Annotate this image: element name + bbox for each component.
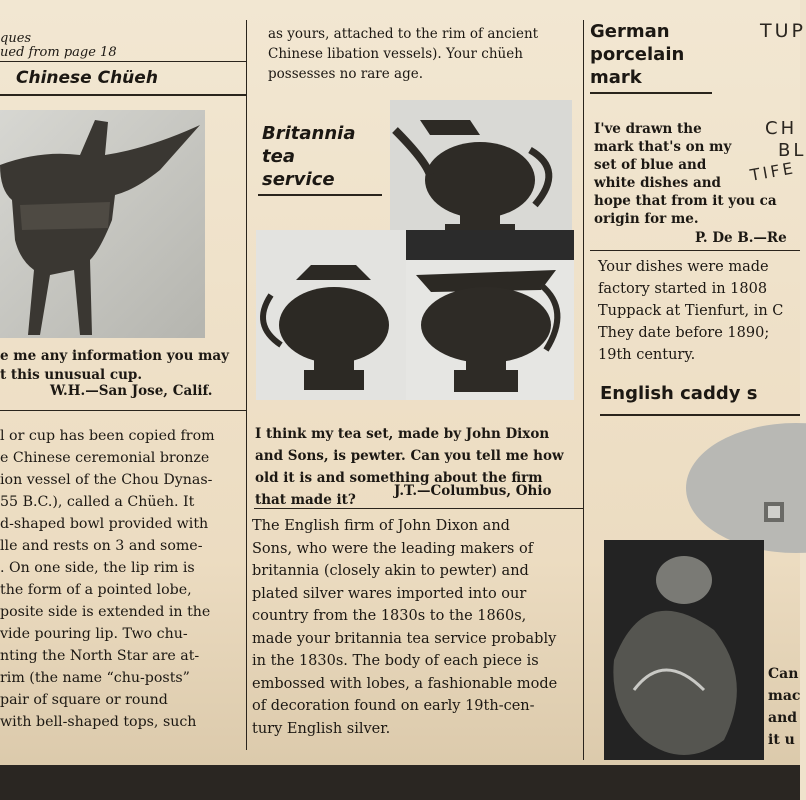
bottom-photo-strip [0, 765, 800, 800]
chueh-heading: Chinese Chüeh [16, 68, 158, 88]
column-separator [246, 20, 247, 750]
chueh-vessel-image [0, 110, 205, 338]
chueh-answer: l or cup has been copied from e Chinese ceremonial bronze ion vessel of the Chou Dynas- 55 B.C.), called a Chüeh. It d-shaped bowl provided with lle and rests on 3 and some- . On one side, the lip rim is the form of a pointed lobe, posite side is extended in the vide pouring lip. Two chu- nting the North Star are at- rim (the name “chu-posts” pair of square or round with bell-shaped tops, such [0, 428, 215, 730]
german-heading: German porcelain mark [590, 21, 685, 88]
column-rule [0, 61, 246, 62]
teapot-photo [390, 100, 572, 250]
britannia-answer: The English firm of John Dixon and Sons, who were the leading makers of britannia (closely akin to pewter) and plated silver wares imported into our country from the 1830s to the 1860s, made your britannia tea service probably in the 1830s. The body of each piece is embossed with lobes, a fashionable mode of decoration found on early 19th-cen- tury English silver. [252, 518, 558, 737]
continued-note: ued from page 18 [0, 45, 117, 60]
handwritten-mark-line1: TUP [760, 20, 806, 42]
handwritten-mark-line4: TIFE [748, 158, 798, 185]
caddy-photo [604, 540, 764, 760]
caddy-caption: Can mac and it u [768, 666, 801, 748]
chueh-signature: W.H.—San Jose, Calif. [50, 383, 213, 399]
sugar-creamer-photo [256, 230, 574, 400]
britannia-signature: J.T.—Columbus, Ohio [394, 483, 552, 499]
heading-rule [258, 194, 382, 196]
divider [0, 410, 246, 411]
caddy-image [604, 540, 764, 760]
chueh-photo [0, 110, 205, 338]
german-question: I've drawn the mark that's on my set of blue and white dishes and hope that from it you ca origin for me. [594, 121, 777, 227]
chueh-question: e me any information you may t this unusual cup. [0, 348, 229, 383]
section-label: ques [0, 31, 32, 46]
teapot-image [390, 100, 572, 250]
german-answer: Your dishes were made factory started in 1808 Tuppack at Tienfurt, in C They date before 1890; 19th century. [598, 259, 784, 363]
german-signature: P. De B.—Re [695, 230, 787, 246]
handwritten-mark-line3: BL [778, 140, 806, 161]
divider [590, 250, 800, 251]
divider [254, 508, 584, 509]
sugar-creamer-image [256, 230, 574, 400]
caddy-heading: English caddy s [600, 383, 758, 404]
britannia-heading: Britannia tea service [262, 123, 356, 190]
heading-rule [590, 92, 712, 94]
chueh-continuation: as yours, attached to the rim of ancient Chinese libation vessels). Your chüeh possesses no rare age. [268, 26, 539, 82]
britannia-question: I think my tea set, made by John Dixon and Sons, is pewter. Can you tell me how old it is and something about the firm that made it? [255, 426, 564, 508]
heading-rule [0, 94, 246, 96]
column-separator [583, 20, 584, 760]
handwritten-mark-line2: CH [765, 118, 798, 139]
heading-rule [600, 414, 800, 416]
